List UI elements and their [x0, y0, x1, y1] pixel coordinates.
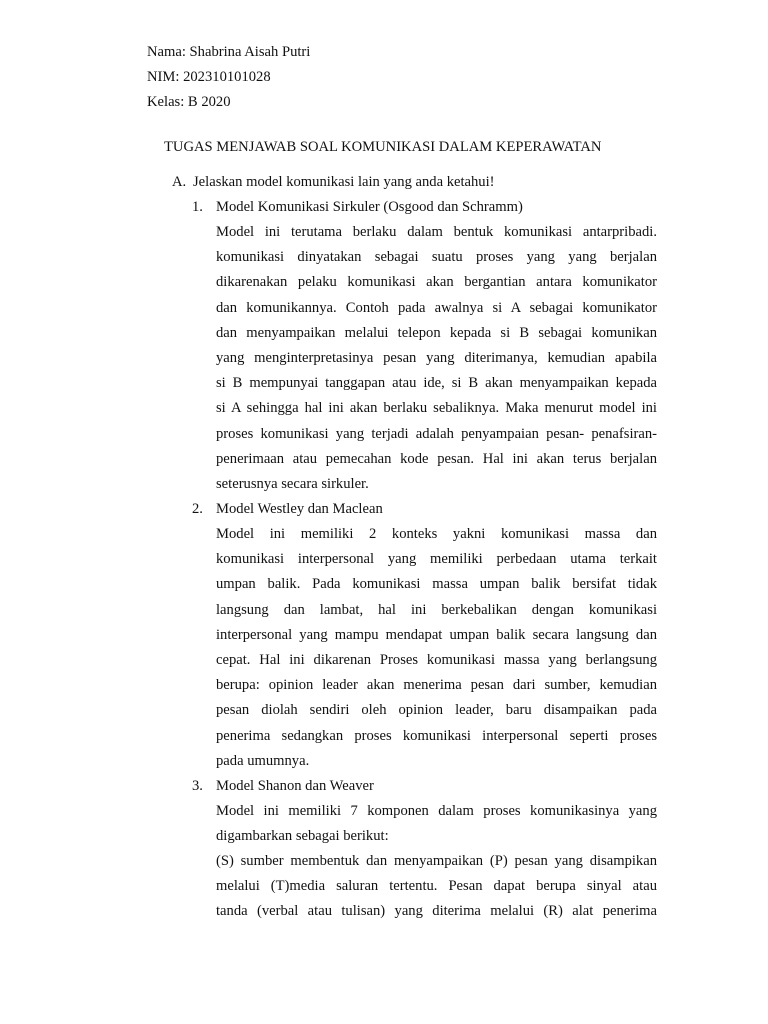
paragraph-line: pesan diolah sendiri oleh opinion leader, baru disampaikan pada — [216, 702, 657, 719]
paragraph-line: (S) sumber membentuk dan menyampaikan (P) pesan yang disampikan — [216, 853, 657, 869]
paragraph-line: berupa: opinion leader akan menerima pesan dari sumber, kemudian — [216, 677, 657, 694]
paragraph-line: interpersonal yang mampu mendapat umpan balik secara langsung dan — [216, 626, 657, 643]
paragraph-line: penerima sedangkan proses komunikasi interpersonal seperti proses — [216, 727, 657, 744]
item-1-title: Model Komunikasi Sirkuler (Osgood dan Schramm) — [216, 199, 523, 215]
item-2-title: Model Westley dan Maclean — [216, 501, 383, 517]
paragraph-line: yang menginterpretasinya pesan yang diterimanya, kemudian apabila — [216, 349, 657, 366]
paragraph-line: melalui (T)media saluran tertentu. Pesan dapat berupa sinyal atau — [216, 878, 657, 895]
student-name: Nama: Shabrina Aisah Putri — [147, 44, 311, 60]
document-title: TUGAS MENJAWAB SOAL KOMUNIKASI DALAM KEPERAWATAN — [164, 139, 602, 155]
paragraph-line: dan komunikannya. Contoh pada awalnya si A sebagai komunikator — [216, 299, 657, 316]
student-class: Kelas: B 2020 — [147, 94, 231, 110]
paragraph-line: Model ini memiliki 2 konteks yakni komunikasi massa dan — [216, 526, 657, 542]
paragraph-line: digambarkan sebagai berikut: — [216, 828, 389, 845]
paragraph-line: tanda (verbal atau tulisan) yang diterima melalui (R) alat penerima — [216, 903, 657, 920]
paragraph-line: dan menyampaikan melalui telepon kepada si B sebagai komunikan — [216, 324, 657, 341]
question-marker: A. — [172, 174, 187, 190]
paragraph-line: pada umumnya. — [216, 752, 310, 769]
item-3-paragraph-1 — [216, 801, 657, 851]
item-3-title: Model Shanon dan Weaver — [216, 778, 374, 794]
paragraph-line: komunikasi dinyatakan sebagai suatu proses yang yang berjalan — [216, 249, 657, 266]
paragraph-line: Model ini terutama berlaku dalam bentuk komunikasi antarpribadi. — [216, 224, 657, 240]
question-text: Jelaskan model komunikasi lain yang anda ketahui! — [193, 174, 495, 190]
paragraph-line: langsung dan lambat, hal ini berkebalikan dengan komunikasi — [216, 601, 657, 618]
item-2-number: 2. — [192, 501, 203, 517]
item-3-number: 3. — [192, 778, 203, 794]
item-2-paragraph — [216, 524, 657, 776]
paragraph-line: si B mempunyai tanggapan atau ide, si B akan menyampaikan kepada — [216, 375, 657, 392]
paragraph-line: umpan balik. Pada komunikasi massa umpan balik bersifat tidak — [216, 576, 657, 593]
paragraph-line: proses komunikasi yang terjadi adalah penyampaian pesan- penafsiran- — [216, 425, 657, 442]
paragraph-line: si A sehingga hal ini akan berlaku sebaliknya. Maka menurut model ini — [216, 400, 657, 417]
student-nim: NIM: 202310101028 — [147, 69, 271, 85]
paragraph-line: penerimaan atau pemecahan kode pesan. Hal ini akan terus berjalan — [216, 450, 657, 467]
paragraph-line: Model ini memiliki 7 komponen dalam proses komunikasinya yang — [216, 803, 657, 819]
item-1-paragraph — [216, 222, 657, 499]
item-3-paragraph-2 — [216, 851, 657, 927]
paragraph-line: cepat. Hal ini dikarenan Proses komunikasi massa yang berlangsung — [216, 651, 657, 668]
paragraph-line: dikarenakan pelaku komunikasi akan bergantian antara komunikator — [216, 274, 657, 291]
paragraph-line: seterusnya secara sirkuler. — [216, 475, 369, 492]
paragraph-line: komunikasi interpersonal yang memiliki perbedaan utama terkait — [216, 551, 657, 568]
item-1-number: 1. — [192, 199, 203, 215]
